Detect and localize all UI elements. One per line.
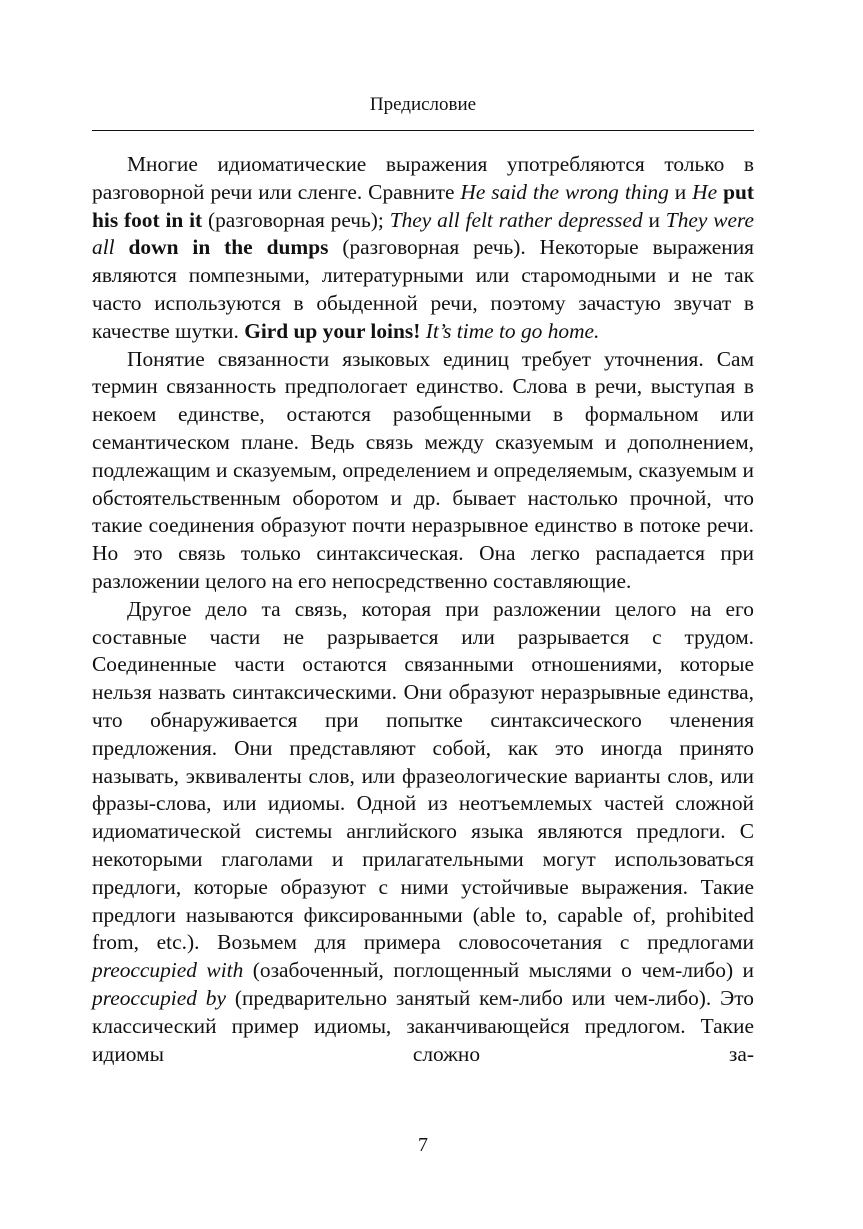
bold-idiom: put his foot in it	[92, 179, 754, 232]
text-run	[115, 235, 129, 259]
paragraph-3	[92, 596, 754, 1069]
text-run: (озабоченный, поглощенный мыслями о чем-либо) и	[243, 958, 755, 983]
text-run: Многие идиоматические выражения употребляются только в разговорной речи или сленге. Сравните	[92, 152, 754, 204]
text-run: (разговорная речь);	[202, 207, 390, 232]
text-run: (разговорная речь). Некоторые выражения являются помпезными, литературными или старомодными и не так часто используются в обыденной речи, поэтому зачастую звучат в качестве шутки.	[92, 235, 754, 343]
page-number: 7	[418, 1134, 428, 1156]
paragraph-2: Понятие связанности языковых единиц требует уточнения. Сам термин связанность предпологает единство. Слова в речи, выступая в некоем единстве, остаются разобщенными в формальном или семантическом плане. Ведь связь между сказуемым и дополнением, подлежащим и сказуемым, определением и определяемым, сказуемым и обстоятельственным оборотом и др. бывает настолько прочной, что такие соединения образуют почти неразрывное единство в потоке речи. Но это связь только синтаксическая. Она легко распадается при разложении целого на его непосредственно составляющие.	[92, 346, 754, 593]
text-run: и	[668, 179, 693, 204]
italic-example: It’s time to go home.	[425, 318, 600, 343]
italic-example: He said the wrong thing	[460, 179, 669, 204]
text-run: Другое дело та связь, которая при разложении целого на его составные части не разрывается или разрывается с трудом. Соединенные части остаются связанными отношениями, которые нельзя назвать синтаксическими. Они образуют неразрывные единства, что обнаруживается при попытке синтаксического членения предложения. Они представляют собой, как это иногда принято называть, эквиваленты слов, или фразеологические варианты слов, или фразы-слова, или идиомы. Одной из неотъемлемых частей сложной идиоматической системы английского языка являются предлоги. С некоторыми глаголами и прилагательными могут использоваться предлоги, которые образуют с ними устойчивые выражения. Такие предлоги называются фиксированными (able to, capable of, prohibited from, etc.). Возьмем для примера словосочетания с предлогами	[92, 596, 754, 955]
paragraph-1	[92, 151, 754, 346]
italic-example: He	[692, 179, 718, 204]
italic-example: They all felt rather depressed	[389, 207, 643, 232]
text-run: и	[642, 207, 666, 232]
italic-example: preoccupied by	[92, 985, 226, 1010]
bold-idiom: Gird up your loins!	[244, 318, 421, 343]
italic-example: They were all	[92, 207, 754, 260]
bold-idiom: down in the dumps	[128, 235, 329, 260]
header-rule	[92, 130, 754, 131]
running-header: Предисловие	[369, 94, 477, 115]
italic-example: preoccupied with	[92, 958, 244, 983]
text-run: (предварительно занятый кем-либо или чем-либо). Это классический пример идиомы, заканчивающейся предлогом. Такие идиомы сложно за-	[92, 985, 754, 1066]
body-text	[92, 151, 754, 1068]
